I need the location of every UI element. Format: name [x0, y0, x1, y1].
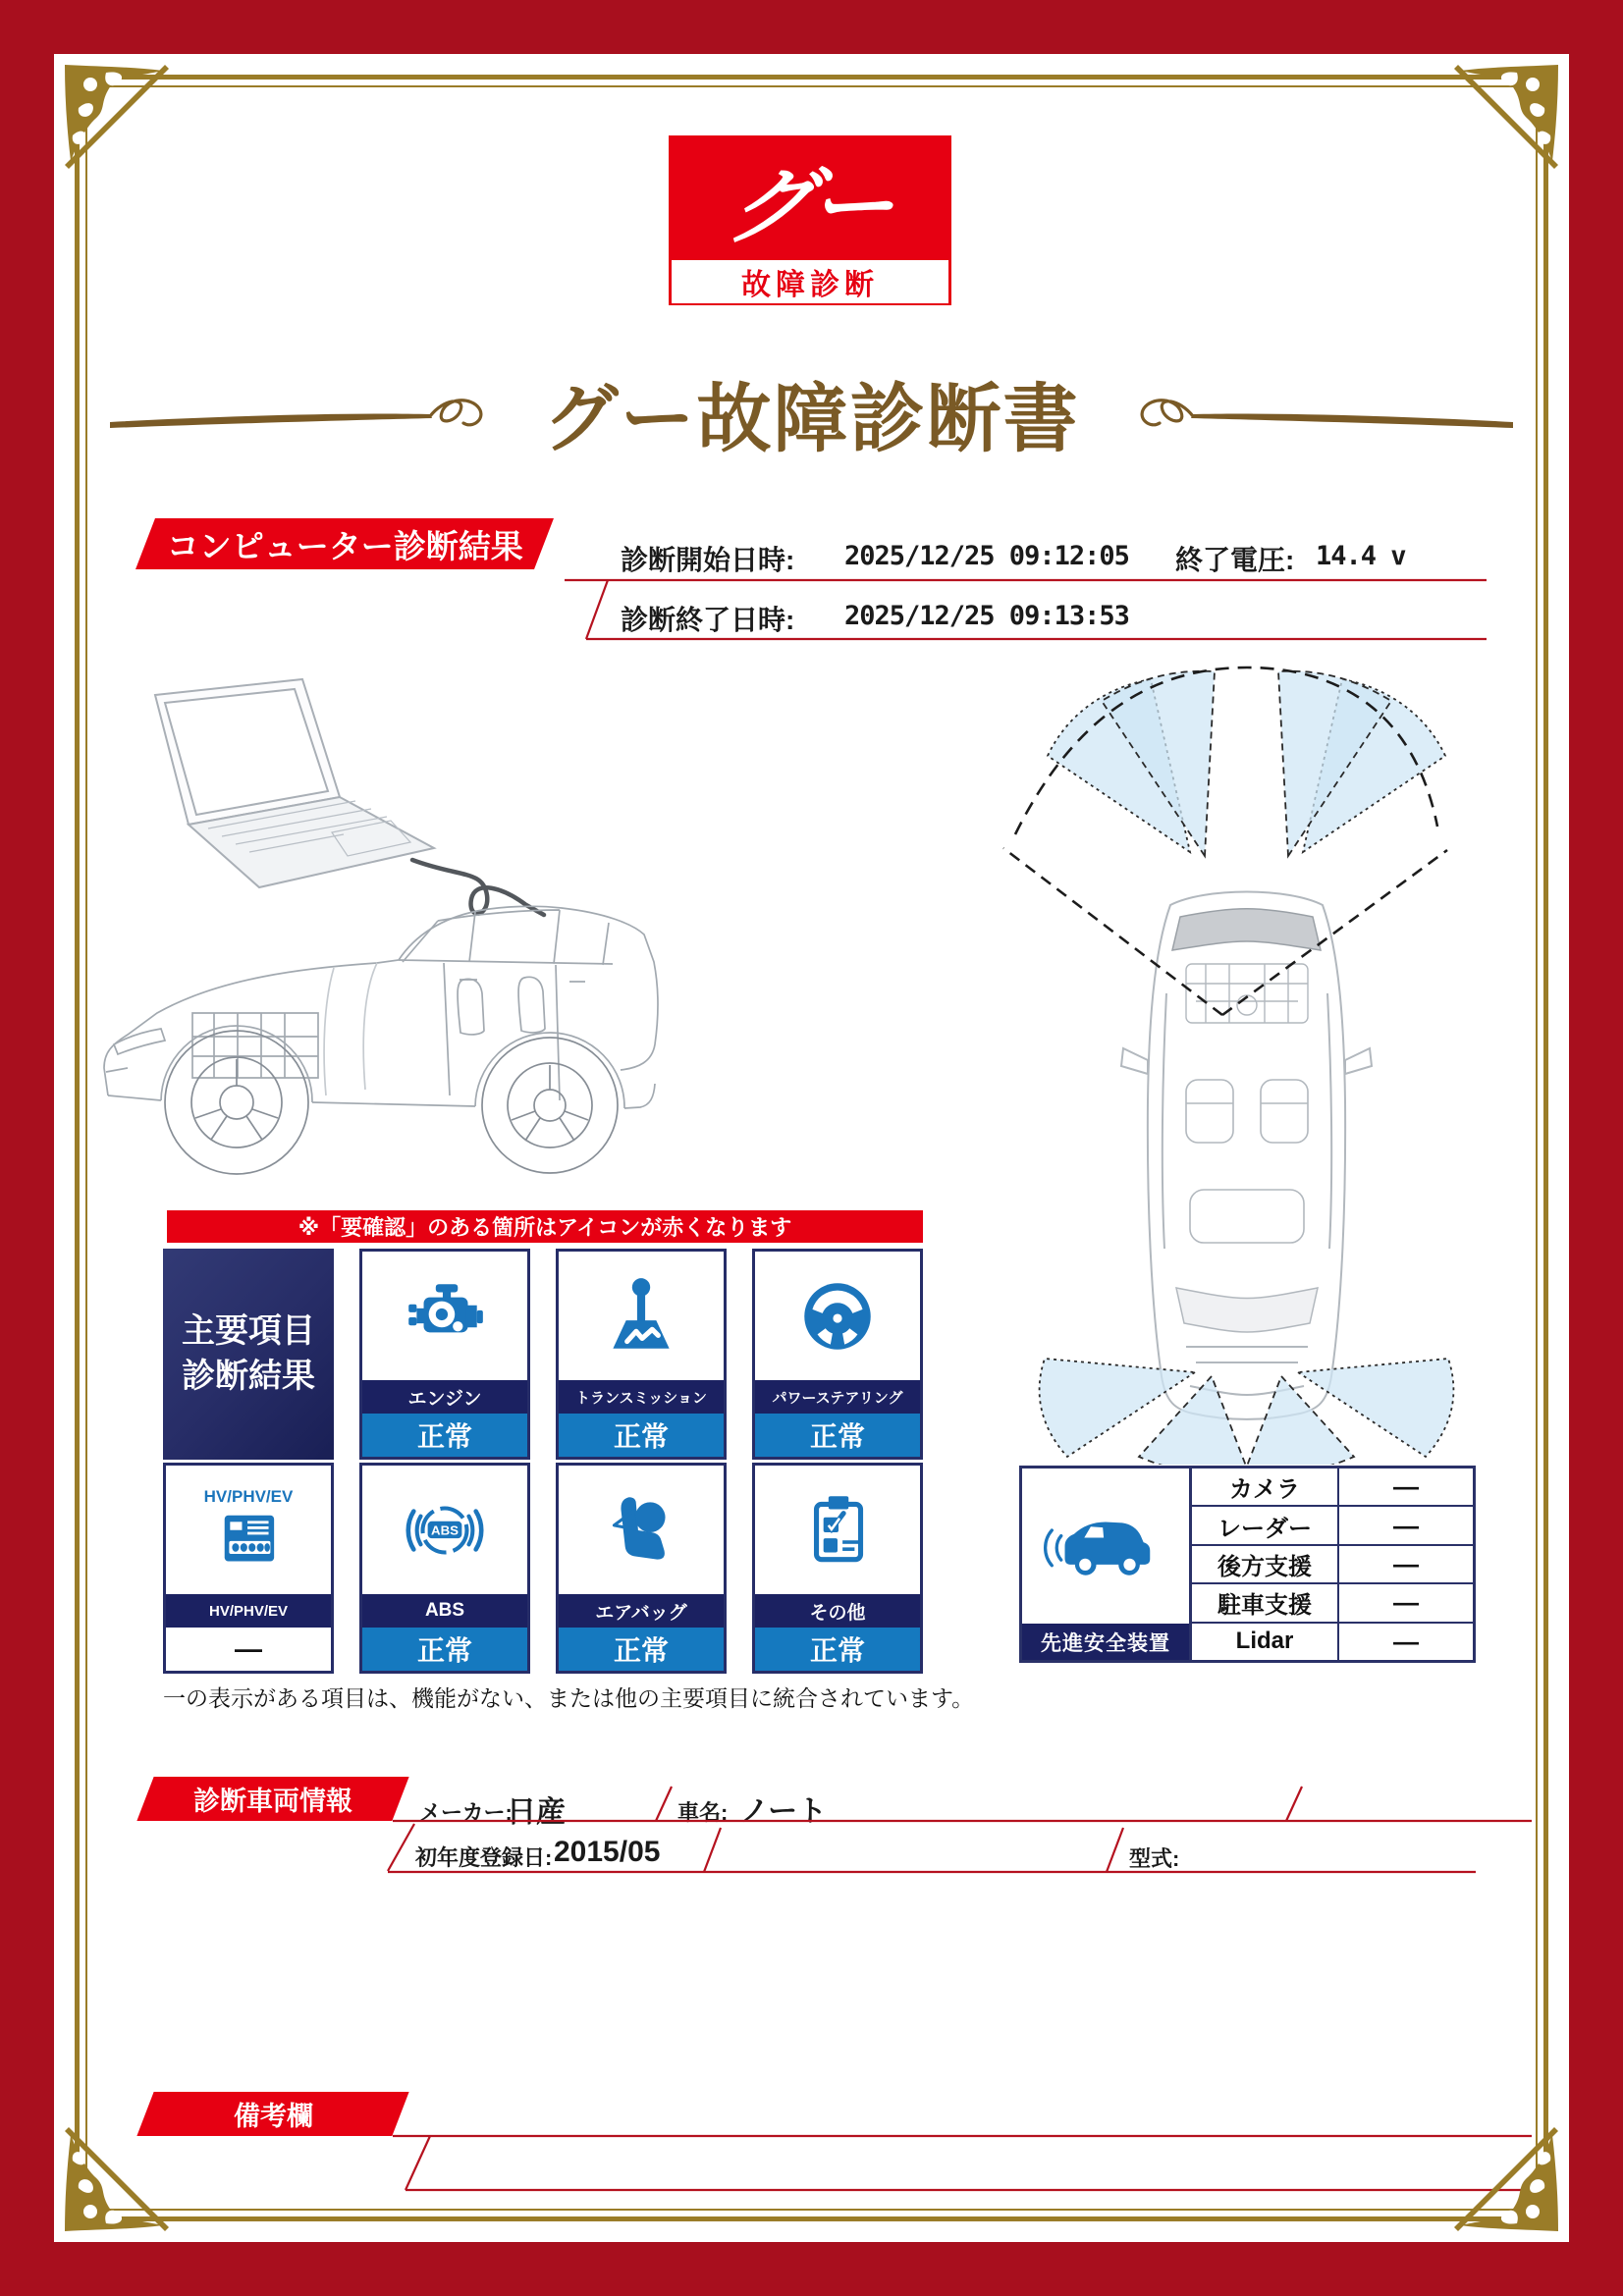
card-label: ABS — [362, 1594, 527, 1628]
safety-row — [1192, 1584, 1473, 1623]
first-registration-value: 2015/05 — [554, 1836, 661, 1868]
attention-notice-banner: ※「要確認」のある箇所はアイコンが赤くなります — [167, 1210, 923, 1243]
safety-row — [1192, 1468, 1473, 1507]
vehicle-info-banner: 診断車両情報 — [136, 1777, 408, 1821]
main-items-header-line2: 診断結果 — [182, 1357, 315, 1395]
title-flourish-left — [106, 391, 528, 446]
end-voltage-value: 14.4 v — [1316, 541, 1406, 571]
card-label: HV/PHV/EV — [166, 1594, 331, 1628]
safety-row-label: レーダー — [1192, 1507, 1339, 1543]
corner-ornament-bottom-right — [1448, 2121, 1566, 2239]
diagnostic-card-hv-phv-ev — [163, 1463, 334, 1674]
safety-row-value: — — [1393, 1549, 1419, 1579]
diagnostic-card-abs — [359, 1463, 530, 1674]
hv-unit-icon — [166, 1466, 331, 1594]
title-flourish-right — [1095, 391, 1517, 446]
engine-icon — [362, 1252, 527, 1380]
airbag-icon — [559, 1466, 724, 1594]
safety-row-value: — — [1393, 1587, 1419, 1618]
maker-label: メーカー: — [419, 1800, 513, 1825]
diagnostic-card-airbag — [556, 1463, 727, 1674]
main-items-header-line1: 主要項目 — [182, 1311, 315, 1350]
card-status: 正常 — [559, 1414, 724, 1457]
advanced-safety-table — [1019, 1466, 1476, 1663]
page-title: グー故障診断書 — [543, 378, 1080, 461]
diagnosis-start-value: 2025/12/25 09:12:05 — [844, 541, 1129, 571]
car-name-value: ノート — [739, 1795, 828, 1828]
card-status: 正常 — [755, 1414, 920, 1457]
card-label: エンジン — [362, 1380, 527, 1414]
obd-laptop-car-illustration — [98, 667, 673, 1188]
safety-row-label: 後方支援 — [1192, 1546, 1339, 1582]
card-status: 正常 — [362, 1414, 527, 1457]
sensor-coverage-illustration — [994, 660, 1499, 1465]
diagnosis-end-label: 診断終了日時: — [621, 605, 795, 635]
diagnostic-card-power-steering — [752, 1249, 923, 1460]
sound-wave-car-icon — [1022, 1468, 1189, 1624]
advanced-safety-icon-cell — [1022, 1468, 1192, 1660]
safety-row-label: カメラ — [1192, 1468, 1339, 1505]
card-label: トランスミッション — [559, 1380, 724, 1414]
svg-text:ABS: ABS — [430, 1522, 460, 1538]
corner-ornament-bottom-left — [57, 2121, 175, 2239]
goo-logo — [669, 135, 951, 305]
abs-icon — [362, 1466, 527, 1594]
steering-wheel-icon — [755, 1252, 920, 1380]
goo-logo-subtitle: 故障診断 — [672, 260, 948, 303]
corner-ornament-top-right — [1448, 57, 1566, 175]
diagnosis-start-label: 診断開始日時: — [621, 545, 795, 575]
card-status: 正常 — [362, 1628, 527, 1671]
safety-row — [1192, 1507, 1473, 1545]
advanced-safety-caption: 先進安全装置 — [1022, 1624, 1189, 1660]
model-code-label: 型式: — [1129, 1846, 1180, 1871]
hv-icon-text: HV/PHV/EV — [203, 1487, 294, 1506]
grid-footnote: 一の表示がある項目は、機能がない、または他の主要項目に統合されています。 — [163, 1685, 975, 1711]
card-label: パワーステアリング — [755, 1380, 920, 1414]
corner-ornament-top-left — [57, 57, 175, 175]
card-status: 正常 — [559, 1628, 724, 1671]
safety-row-label: Lidar — [1192, 1624, 1339, 1660]
safety-row-label: 駐車支援 — [1192, 1584, 1339, 1621]
diagnostic-card-transmission — [556, 1249, 727, 1460]
safety-row-value: — — [1393, 1626, 1419, 1656]
first-registration-label: 初年度登録日: — [415, 1845, 553, 1870]
advanced-safety-rows — [1192, 1468, 1473, 1660]
main-items-header-block — [163, 1249, 334, 1460]
safety-row-value: — — [1393, 1510, 1419, 1540]
computer-diagnosis-banner: コンピューター診断結果 — [135, 518, 554, 569]
diagnostic-card-other — [752, 1463, 923, 1674]
end-voltage-label: 終了電圧: — [1175, 545, 1295, 575]
card-label: エアバッグ — [559, 1594, 724, 1628]
transmission-icon — [559, 1252, 724, 1380]
diagnosis-end-value: 2025/12/25 09:13:53 — [844, 601, 1129, 631]
card-status: 正常 — [755, 1628, 920, 1671]
safety-row-value: — — [1393, 1471, 1419, 1502]
maker-value: 日産 — [507, 1796, 566, 1829]
safety-row — [1192, 1624, 1473, 1660]
goo-logo-mark: グー — [722, 160, 896, 254]
car-name-label: 車名: — [677, 1800, 729, 1825]
card-status: — — [166, 1628, 331, 1671]
clipboard-check-icon — [755, 1466, 920, 1594]
safety-row — [1192, 1546, 1473, 1584]
remarks-banner: 備考欄 — [136, 2092, 408, 2136]
card-label: その他 — [755, 1594, 920, 1628]
diagnostic-card-engine — [359, 1249, 530, 1460]
